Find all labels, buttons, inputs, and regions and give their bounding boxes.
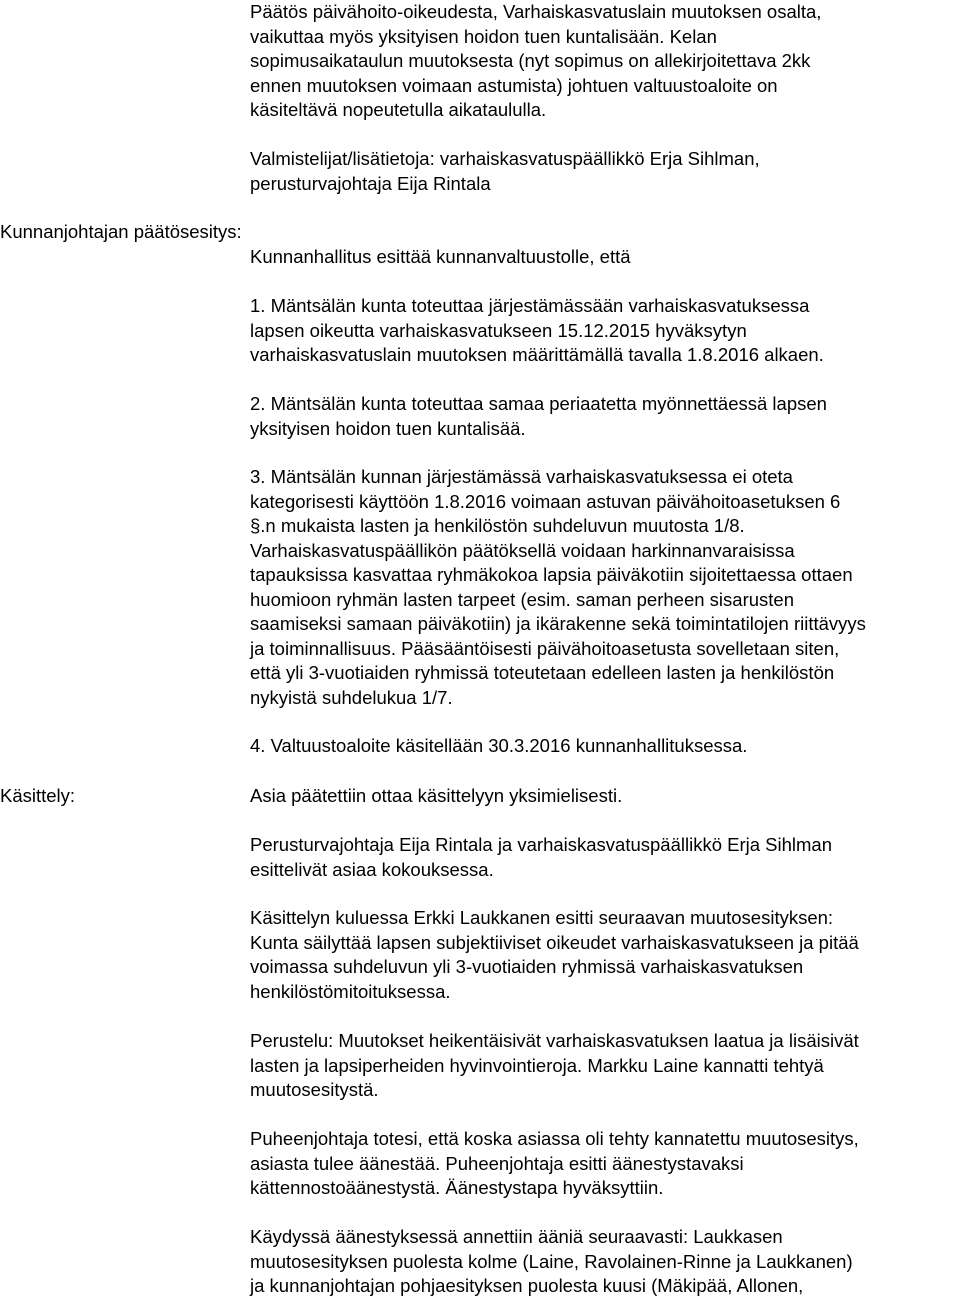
text-line: ennen muutoksen voimaan astumista) johtuen valtuustoaloite on — [250, 74, 778, 96]
handling-paragraph-4 — [250, 1029, 958, 1103]
text-line: Puheenjohtaja totesi, että koska asiassa oli tehty kannatettu muutosesitys, — [250, 1128, 859, 1149]
text-line: yksityisen hoidon tuen kuntalisää. — [250, 417, 526, 439]
intro-paragraph — [250, 0, 958, 123]
handling-paragraph-6 — [250, 1225, 958, 1299]
text-line: Perusturvajohtaja Eija Rintala ja varhaiskasvatuspäällikkö Erja Sihlman — [250, 834, 833, 855]
text-line: perusturvajohtaja Eija Rintala — [250, 172, 491, 194]
text-line: ja kunnanjohtajan pohjaesityksen puolesta kuusi (Mäkipää, Allonen, — [250, 1275, 804, 1296]
proposal-item-1 — [250, 294, 958, 368]
proposal-label: Kunnanjohtajan päätösesitys: — [0, 221, 242, 242]
text-line: voimassa suhdeluvun yli 3-vuotiaiden ryhmissä varhaiskasvatuksen — [250, 956, 804, 977]
text-line: sopimusaikataulun muutoksesta (nyt sopimus on allekirjoitettava 2kk — [250, 50, 811, 71]
preparers-paragraph — [250, 147, 958, 196]
text-line: Valmistelijat/lisätietoja: varhaiskasvatuspäällikkö Erja Sihlman, — [250, 148, 760, 169]
text-line: Kunnanhallitus esittää kunnanvaltuustolle, että — [250, 246, 631, 267]
text-line: Asia päätettiin ottaa käsittelyyn yksimielisesti. — [250, 785, 623, 806]
text-line: lapsen oikeutta varhaiskasvatukseen 15.12.2015 hyväksytyn — [250, 319, 747, 341]
text-line: Käydyssä äänestyksessä annettiin ääniä seuraavasti: Laukkasen — [250, 1226, 783, 1247]
text-line: 2. Mäntsälän kunta toteuttaa samaa periaatetta myönnettäessä lapsen — [250, 393, 827, 414]
text-line: muutosesityksen puolesta kolme (Laine, Ravolainen-Rinne ja Laukkanen) — [250, 1250, 853, 1272]
text-line: käsiteltävä nopeutetulla aikataululla. — [250, 99, 547, 120]
handling-paragraph-1 — [250, 784, 958, 809]
text-line: kättennostoäänestystä. Äänestystapa hyväksyttiin. — [250, 1177, 664, 1198]
text-line: Perustelu: Muutokset heikentäisivät varhaiskasvatuksen laatua ja lisäisivät — [250, 1030, 859, 1051]
text-line: §.n mukaista lasten ja henkilöstön suhdeluvun muutosta 1/8. — [250, 515, 745, 536]
proposal-item-3 — [250, 465, 958, 710]
text-line: varhaiskasvatuslain muutoksen määrittämällä tavalla 1.8.2016 alkaen. — [250, 344, 824, 365]
text-line: Kunta säilyttää lapsen subjektiiviset oikeudet varhaiskasvatukseen ja pitää — [250, 931, 859, 953]
text-line: 4. Valtuustoaloite käsitellään 30.3.2016 kunnanhallituksessa. — [250, 735, 748, 756]
text-line: esittelivät asiaa kokouksessa. — [250, 858, 494, 880]
text-line: että yli 3-vuotiaiden ryhmissä toteutetaan edelleen lasten ja henkilöstön — [250, 662, 835, 683]
text-line: ja toiminnallisuus. Pääsääntöisesti päivähoitoasetusta sovelletaan siten, — [250, 637, 840, 659]
text-line: kategorisesti käyttöön 1.8.2016 voimaan astuvan päivähoitoasetuksen 6 — [250, 490, 841, 512]
text-line: asiasta tulee äänestää. Puheenjohtaja esitti äänestystavaksi — [250, 1152, 744, 1174]
text-line: Päätös päivähoito-oikeudesta, Varhaiskasvatuslain muutoksen osalta, — [250, 1, 822, 22]
text-line: vaikuttaa myös yksityisen hoidon tuen kuntalisään. Kelan — [250, 25, 717, 47]
handling-paragraph-5 — [250, 1127, 958, 1201]
text-line: Käsittelyn kuluessa Erkki Laukkanen esitti seuraavan muutosesityksen: — [250, 907, 834, 928]
proposal-item-4 — [250, 734, 958, 759]
text-line: huomioon ryhmän lasten tarpeet (esim. saman perheen sisarusten — [250, 588, 794, 610]
text-line: saamiseksi samaan päiväkotiin) ja ikärakenne sekä toimintatilojen riittävyys — [250, 613, 866, 634]
text-line: tapauksissa kasvattaa ryhmäkokoa lapsia päiväkotiin sijoitettaessa ottaen — [250, 564, 853, 585]
handling-paragraph-3 — [250, 906, 958, 1004]
handling-paragraph-2 — [250, 833, 958, 882]
text-line: nykyistä suhdelukua 1/7. — [250, 686, 453, 708]
text-line: lasten ja lapsiperheiden hyvinvointieroja. Markku Laine kannatti tehtyä — [250, 1054, 824, 1076]
text-line: Varhaiskasvatuspäällikön päätöksellä voidaan harkinnanvaraisissa — [250, 539, 795, 561]
text-line: 1. Mäntsälän kunta toteuttaa järjestämässään varhaiskasvatuksessa — [250, 295, 810, 316]
proposal-item-2 — [250, 392, 958, 441]
text-line: henkilöstömitoituksessa. — [250, 980, 451, 1002]
text-line: 3. Mäntsälän kunnan järjestämässä varhaiskasvatuksessa ei oteta — [250, 466, 793, 487]
handling-label: Käsittely: — [0, 785, 76, 806]
proposal-lead — [250, 245, 958, 270]
text-line: muutosesitystä. — [250, 1079, 379, 1100]
